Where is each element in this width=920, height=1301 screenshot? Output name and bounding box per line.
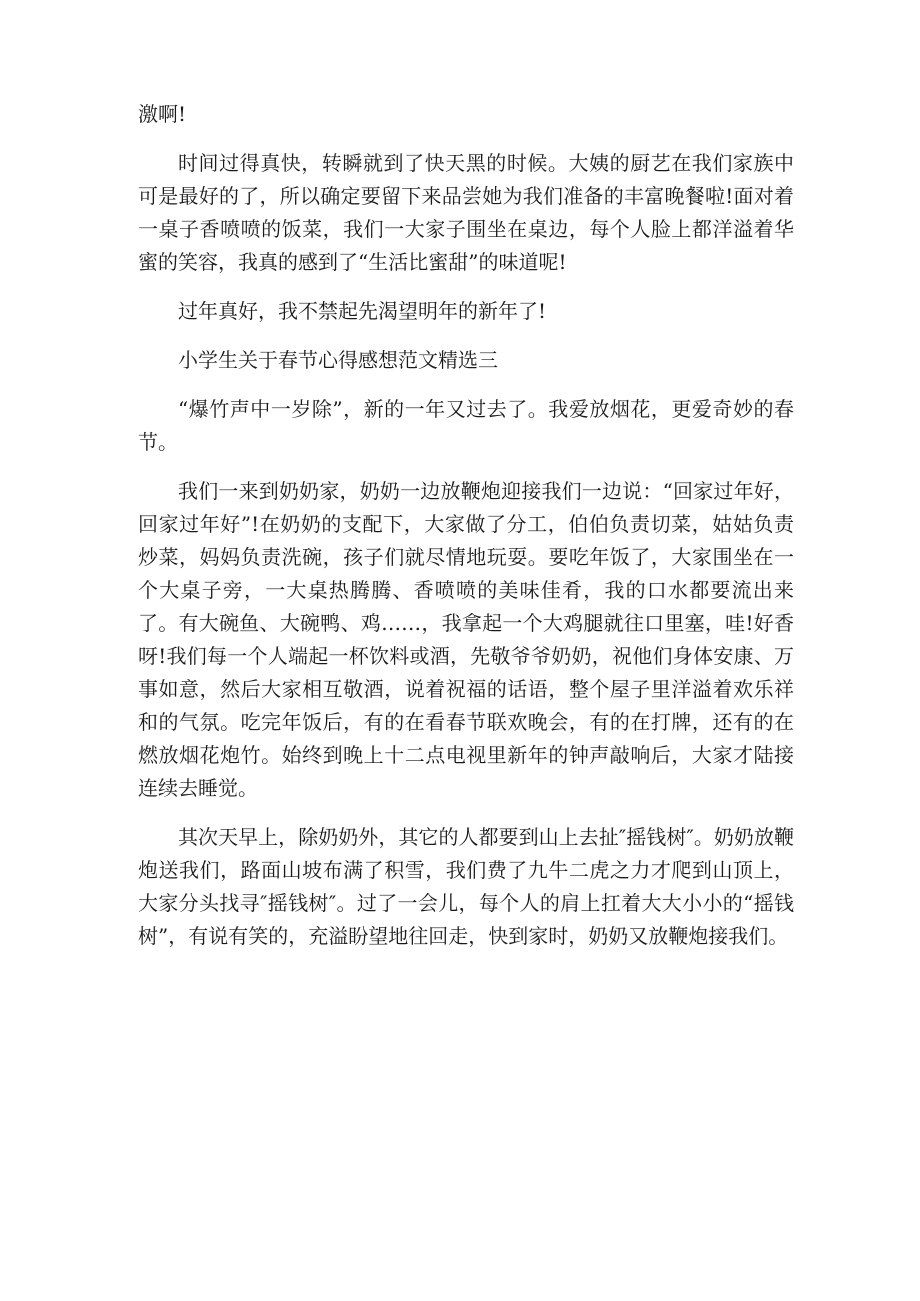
paragraph-new-year-good: 过年真好，我不禁起先渴望明年的新年了!: [178, 299, 547, 323]
paragraph-dinner: 时间过得真快，转瞬就到了快天黑的时候。大姨的厨艺在我们家族中可是最好的了，所以确定要留下来品尝她为我们准备的丰富晚餐啦!面对着一桌子香喷喷的饭菜，我们一大家子围坐在桌边，每个人脸上都洋溢着华蜜的笑容，我真的感到了“生活比蜜甜”的味道呢!: [138, 151, 794, 274]
paragraph-firecrackers: “爆竹声中一岁除”，新的一年又过去了。我爱放烟花，更爱奇妙的春节。: [138, 397, 794, 454]
paragraph-money-tree: 其次天早上，除奶奶外，其它的人都要到山上去扯″摇钱树″。奶奶放鞭炮送我们，路面山坡布满了积雪，我们费了九牛二虎之力才爬到山顶上，大家分头找寻″摇钱树″。过了一会儿，每个人的肩上扛着大大小小的“摇钱树”，有说有笑的，充溢盼望地往回走，快到家时，奶奶又放鞭炮接我们。: [138, 825, 794, 948]
section-heading: 小学生关于春节心得感想范文精选三: [178, 348, 498, 372]
paragraph-grandma-house: 我们一来到奶奶家，奶奶一边放鞭炮迎接我们一边说：“回家过年好，回家过年好”!在奶奶的支配下，大家做了分工，伯伯负责切菜，姑姑负责炒菜，妈妈负责洗碗，孩子们就尽情地玩耍。要吃年饭了，大家围坐在一个大桌子旁，一大桌热腾腾、香喷喷的美味佳肴，我的口水都要流出来了。有大碗鱼、大碗鸭、鸡……，我拿起一个大鸡腿就往口里塞，哇!好香呀!我们每一个人端起一杯饮料或酒，先敬爷爷奶奶，祝他们身体安康、万事如意，然后大家相互敬酒，说着祝福的话语，整个屋子里洋溢着欢乐祥和的气氛。吃完年饭后，有的在看春节联欢晚会，有的在打牌，还有的在燃放烟花炮竹。始终到晚上十二点电视里新年的钟声敲响后，大家才陆接连续去睡觉。: [138, 479, 794, 800]
paragraph-continuation: 激啊!: [138, 102, 187, 126]
